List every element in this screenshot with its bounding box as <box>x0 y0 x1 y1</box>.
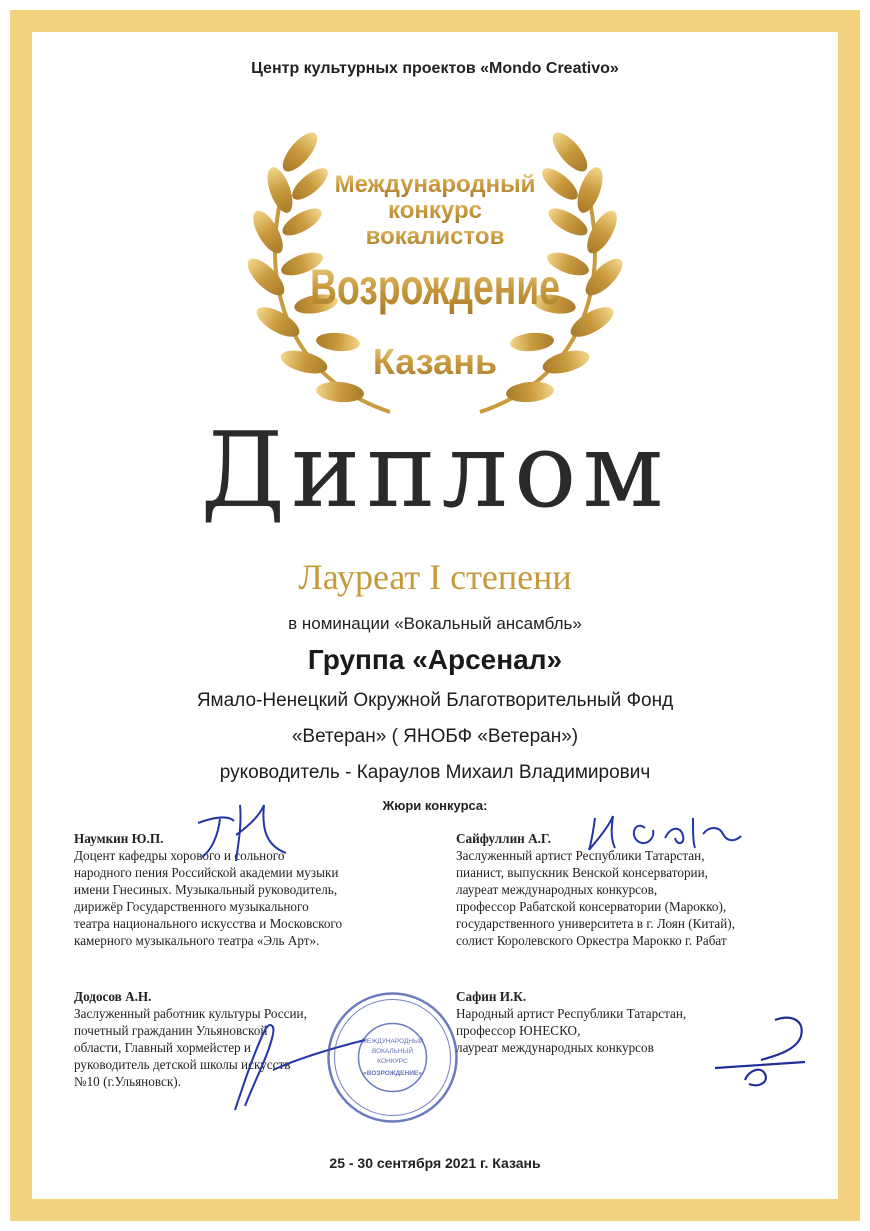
event-date-place: 25 - 30 сентября 2021 г. Казань <box>329 1155 541 1171</box>
participant-name: Группа «Арсенал» <box>307 644 563 675</box>
svg-text:ВОКАЛЬНЫЙ: ВОКАЛЬНЫЙ <box>371 1048 414 1055</box>
jury-member-name: Додосов А.Н. <box>74 989 152 1004</box>
emblem-line3: вокалистов <box>365 223 505 250</box>
jury-member-name: Сафин И.К. <box>456 989 527 1004</box>
emblem-line2: конкурс <box>388 197 482 224</box>
participant-org-line1: Ямало-Ненецкий Окружной Благотворительный Фонд <box>196 690 674 711</box>
signature-saifullin-icon <box>585 808 745 853</box>
emblem-line1: Международный <box>334 171 536 198</box>
svg-text:МЕЖДУНАРОДНЫЙ: МЕЖДУНАРОДНЫЙ <box>361 1038 424 1045</box>
jury-member-description: Заслуженный артист Республики Татарстан, пианист, выпускник Венской консерватории, лауреат международных конкурсов, профессор Рабатской консерватории (Марокко), государственного университета в г. Лоян (Китай), солист Королевского Оркестра Марокко г. Рабат <box>456 848 735 948</box>
svg-text:КОНКУРС: КОНКУРС <box>377 1058 408 1065</box>
signature-safin-icon <box>705 1010 815 1090</box>
nomination-text: в номинации «Вокальный ансамбль» <box>288 614 582 633</box>
jury-member-description: Заслуженный работник культуры России, почетный гражданин Ульяновской области, Главный хормейстер и руководитель детской школы искусств №10 (г.Ульяновск). <box>74 1006 307 1089</box>
official-stamp <box>325 990 460 1125</box>
jury-member-description: Народный артист Республики Татарстан, профессор ЮНЕСКО, лауреат международных конкурсов <box>456 1006 687 1055</box>
jury-title: Жюри конкурса: <box>382 798 488 813</box>
participant-org-line2: «Ветеран» ( ЯНОБФ «Ветеран») <box>291 726 579 747</box>
emblem-city: Казань <box>372 341 498 382</box>
jury-member-description: Доцент кафедры хорового и сольного народного пения Российской академии музыки имени Гнесиных. Музыкальный руководитель, дирижёр Государственного музыкального театра национального искусства и Московского камерного музыкального театра «Эль Арт». <box>74 848 343 948</box>
organizer-title: Центр культурных проектов «Mondo Creativo» <box>251 60 619 77</box>
emblem-name: Возрождение <box>310 259 560 315</box>
award-level: Лауреат I степени <box>298 557 572 597</box>
participant-leader: руководитель - Караулов Михаил Владимирович <box>219 762 651 783</box>
signature-naumkin-icon <box>190 795 300 865</box>
competition-emblem <box>240 112 630 422</box>
jury-member-name: Сайфуллин А.Г. <box>456 831 552 846</box>
svg-text:«ВОЗРОЖДЕНИЕ»: «ВОЗРОЖДЕНИЕ» <box>363 1070 422 1077</box>
jury-member-name: Наумкин Ю.П. <box>74 831 164 846</box>
diploma-title: Диплом <box>200 409 670 531</box>
